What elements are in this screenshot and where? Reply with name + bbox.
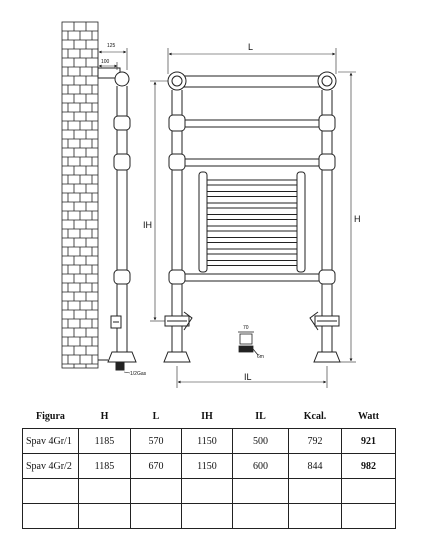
table-cell bbox=[182, 504, 233, 529]
wall-offset-outer-label: 125 bbox=[107, 43, 116, 49]
table-cell bbox=[23, 504, 79, 529]
pipe-size-label: 1/2Gas bbox=[130, 371, 147, 377]
valve-small-label: 6m bbox=[257, 354, 264, 360]
inter-height-label: IH bbox=[143, 220, 152, 230]
towel-bar bbox=[207, 203, 297, 208]
table-cell: 500 bbox=[233, 429, 289, 454]
column-header: Figura bbox=[36, 410, 65, 422]
towel-bar bbox=[207, 180, 297, 185]
front-view-radiator bbox=[164, 72, 340, 362]
towel-bar bbox=[207, 238, 297, 243]
towel-bar bbox=[207, 226, 297, 231]
table-cell bbox=[289, 504, 342, 529]
right-valve bbox=[310, 312, 339, 330]
table-cell: 921 bbox=[342, 429, 396, 454]
table-header-row bbox=[23, 404, 396, 429]
table-cell: 570 bbox=[131, 429, 182, 454]
column-header: IH bbox=[201, 410, 213, 422]
table-cell bbox=[131, 504, 182, 529]
table-cell: 1185 bbox=[79, 429, 131, 454]
towel-bar bbox=[207, 261, 297, 266]
column-header: H bbox=[100, 410, 109, 422]
table-cell bbox=[182, 479, 233, 504]
table-cell: 1150 bbox=[182, 454, 233, 479]
table-cell bbox=[79, 504, 131, 529]
table-row bbox=[23, 504, 396, 529]
table-cell bbox=[233, 479, 289, 504]
height-label: H bbox=[354, 214, 361, 224]
table-cell: 670 bbox=[131, 454, 182, 479]
table-cell bbox=[342, 479, 396, 504]
towel-bar bbox=[207, 249, 297, 254]
table-cell bbox=[23, 479, 79, 504]
valve-detail bbox=[238, 332, 258, 355]
table-cell: 792 bbox=[289, 429, 342, 454]
table-cell: Spav 4Gr/2 bbox=[23, 454, 79, 479]
left-valve bbox=[165, 312, 192, 330]
wall-offset-inner-label: 100 bbox=[101, 59, 110, 65]
table-cell bbox=[289, 479, 342, 504]
inter-height-dimension bbox=[150, 81, 168, 321]
width-label: L bbox=[248, 42, 254, 52]
brick-wall bbox=[62, 22, 98, 368]
table-cell: 982 bbox=[342, 454, 396, 479]
table-row bbox=[23, 429, 396, 454]
specification-table bbox=[22, 404, 396, 529]
column-header: Watt bbox=[357, 410, 380, 422]
table-cell: Spav 4Gr/1 bbox=[23, 429, 79, 454]
table-row bbox=[23, 454, 396, 479]
inter-width-dimension bbox=[177, 366, 327, 388]
valve-dim-label: 70 bbox=[243, 325, 249, 331]
table-cell bbox=[131, 479, 182, 504]
table-cell bbox=[79, 479, 131, 504]
table-cell: 1150 bbox=[182, 429, 233, 454]
side-view-radiator bbox=[98, 68, 136, 370]
towel-bar bbox=[207, 192, 297, 197]
column-header: Kcal. bbox=[303, 410, 327, 422]
table-cell: 1185 bbox=[79, 454, 131, 479]
table-cell: 600 bbox=[233, 454, 289, 479]
table-cell: 844 bbox=[289, 454, 342, 479]
inter-width-label: IL bbox=[244, 372, 252, 382]
column-header: IL bbox=[255, 410, 266, 422]
table-cell bbox=[233, 504, 289, 529]
column-header: L bbox=[152, 410, 160, 422]
table-cell bbox=[342, 504, 396, 529]
towel-bar bbox=[207, 215, 297, 220]
table-row bbox=[23, 479, 396, 504]
